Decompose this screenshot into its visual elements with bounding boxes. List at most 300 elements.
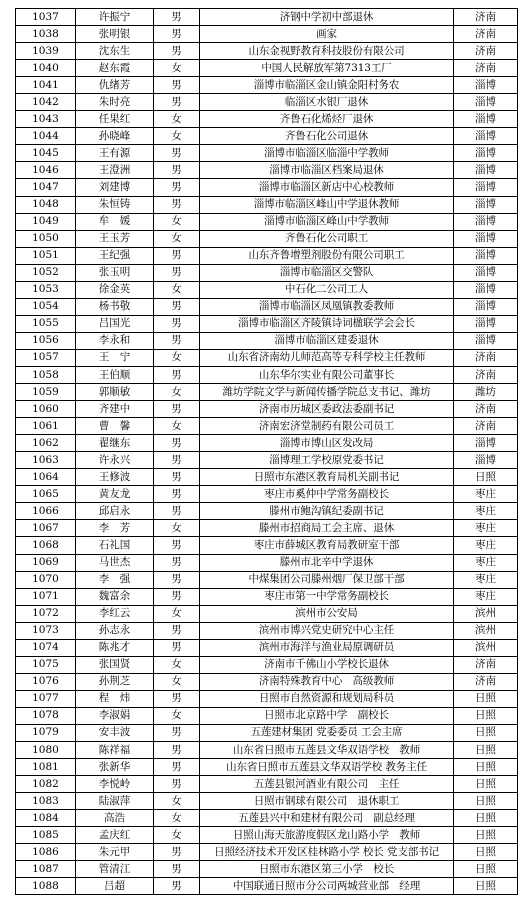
table-row <box>16 469 518 486</box>
cell-sex: 女 <box>154 827 200 844</box>
cell-id: 1064 <box>16 469 76 486</box>
cell-sex: 男 <box>154 724 200 741</box>
table-row <box>16 503 518 520</box>
table-row <box>16 94 518 111</box>
cell-id: 1075 <box>16 656 76 673</box>
cell-org: 淄博市临淄区凤凰镇教委教师 <box>200 298 454 315</box>
cell-name: 仇绪芳 <box>76 77 154 94</box>
cell-id: 1088 <box>16 878 76 895</box>
cell-id: 1041 <box>16 77 76 94</box>
table-row <box>16 776 518 793</box>
cell-city: 淄博 <box>454 179 518 196</box>
table-row <box>16 486 518 503</box>
cell-org: 淄博市临淄区交警队 <box>200 264 454 281</box>
cell-org: 淄博市临淄区档案局退休 <box>200 162 454 179</box>
cell-city: 日照 <box>454 759 518 776</box>
cell-id: 1044 <box>16 128 76 145</box>
table-row <box>16 810 518 827</box>
cell-org: 日照经济技术开发区桂林路小学 校长 党支部书记 <box>200 844 454 861</box>
cell-id: 1069 <box>16 554 76 571</box>
cell-name: 王纪强 <box>76 247 154 264</box>
cell-sex: 女 <box>154 349 200 366</box>
cell-id: 1043 <box>16 111 76 128</box>
cell-name: 翟继东 <box>76 435 154 452</box>
cell-name: 李悦岭 <box>76 776 154 793</box>
cell-name: 高浩 <box>76 810 154 827</box>
cell-name: 魏富余 <box>76 588 154 605</box>
table-row <box>16 690 518 707</box>
cell-sex: 男 <box>154 759 200 776</box>
cell-sex: 女 <box>154 707 200 724</box>
cell-sex: 男 <box>154 690 200 707</box>
cell-sex: 男 <box>154 452 200 469</box>
cell-org: 枣庄市奚仲中学常务副校长 <box>200 486 454 503</box>
cell-id: 1065 <box>16 486 76 503</box>
table-row <box>16 26 518 43</box>
cell-org: 中石化二公司工人 <box>200 281 454 298</box>
cell-name: 吕国光 <box>76 315 154 332</box>
cell-sex: 男 <box>154 776 200 793</box>
cell-sex: 女 <box>154 60 200 77</box>
cell-org: 滨州市公安局 <box>200 605 454 622</box>
cell-id: 1068 <box>16 537 76 554</box>
cell-id: 1053 <box>16 281 76 298</box>
cell-sex: 女 <box>154 520 200 537</box>
cell-sex: 男 <box>154 844 200 861</box>
cell-city: 日照 <box>454 469 518 486</box>
table-row <box>16 418 518 435</box>
cell-name: 孙志永 <box>76 622 154 639</box>
cell-city: 日照 <box>454 878 518 895</box>
cell-city: 淄博 <box>454 196 518 213</box>
cell-sex: 男 <box>154 639 200 656</box>
table-row <box>16 554 518 571</box>
table-row <box>16 759 518 776</box>
cell-name: 孙晓峰 <box>76 128 154 145</box>
cell-name: 张玉明 <box>76 264 154 281</box>
cell-city: 滨州 <box>454 622 518 639</box>
cell-id: 1042 <box>16 94 76 111</box>
cell-org: 滨州市海洋与渔业局原调研员 <box>200 639 454 656</box>
cell-id: 1066 <box>16 503 76 520</box>
table-row <box>16 742 518 759</box>
cell-name: 赵东霞 <box>76 60 154 77</box>
cell-name: 孟庆红 <box>76 827 154 844</box>
cell-city: 淄博 <box>454 452 518 469</box>
cell-city: 滨州 <box>454 639 518 656</box>
cell-id: 1059 <box>16 384 76 401</box>
cell-org: 潍坊学院文学与新闻传播学院总支书记、潍坊 <box>200 384 454 401</box>
cell-org: 淄博市临淄区建委退休 <box>200 332 454 349</box>
table-row <box>16 537 518 554</box>
cell-sex: 男 <box>154 554 200 571</box>
cell-city: 日照 <box>454 827 518 844</box>
cell-name: 朱恒铸 <box>76 196 154 213</box>
cell-org: 淄博市临淄区峰山中学教师 <box>200 213 454 230</box>
cell-org: 滕州市北辛中学退休 <box>200 554 454 571</box>
cell-org: 中国联通日照市分公司两城营业部 经理 <box>200 878 454 895</box>
table-row <box>16 520 518 537</box>
table-row <box>16 349 518 366</box>
cell-city: 淄博 <box>454 162 518 179</box>
cell-name: 陈祥福 <box>76 742 154 759</box>
cell-org: 日照山海天旅游度假区龙山路小学 教师 <box>200 827 454 844</box>
cell-id: 1074 <box>16 639 76 656</box>
cell-sex: 男 <box>154 43 200 60</box>
cell-org: 山东金视野教育科技股份有限公司 <box>200 43 454 60</box>
cell-city: 淄博 <box>454 264 518 281</box>
cell-city: 淄博 <box>454 111 518 128</box>
cell-id: 1076 <box>16 673 76 690</box>
cell-name: 李 强 <box>76 571 154 588</box>
cell-name: 王玉芳 <box>76 230 154 247</box>
cell-id: 1086 <box>16 844 76 861</box>
cell-org: 中煤集团公司滕州烟厂保卫部干部 <box>200 571 454 588</box>
cell-name: 朱时亮 <box>76 94 154 111</box>
cell-sex: 男 <box>154 332 200 349</box>
cell-name: 朱元甲 <box>76 844 154 861</box>
cell-name: 张新华 <box>76 759 154 776</box>
cell-name: 陆淑萍 <box>76 793 154 810</box>
cell-name: 齐建中 <box>76 401 154 418</box>
cell-city: 济南 <box>454 418 518 435</box>
cell-org: 山东省日照市五莲县文华双语学校 教务主任 <box>200 759 454 776</box>
table-row <box>16 196 518 213</box>
cell-name: 王伯顺 <box>76 366 154 383</box>
cell-city: 济南 <box>454 366 518 383</box>
cell-id: 1081 <box>16 759 76 776</box>
cell-city: 枣庄 <box>454 571 518 588</box>
cell-sex: 女 <box>154 793 200 810</box>
table-row <box>16 264 518 281</box>
cell-org: 山东齐鲁增塑剂股份有限公司职工 <box>200 247 454 264</box>
cell-org: 五莲建材集团 党委委员 工会主席 <box>200 724 454 741</box>
cell-city: 淄博 <box>454 281 518 298</box>
cell-city: 日照 <box>454 707 518 724</box>
table-row <box>16 401 518 418</box>
cell-city: 日照 <box>454 776 518 793</box>
table-row <box>16 673 518 690</box>
table-row <box>16 827 518 844</box>
cell-name: 张明银 <box>76 26 154 43</box>
cell-name: 李 芳 <box>76 520 154 537</box>
cell-city: 滨州 <box>454 605 518 622</box>
cell-city: 济南 <box>454 43 518 60</box>
cell-org: 枣庄市第一中学常务副校长 <box>200 588 454 605</box>
cell-city: 济南 <box>454 9 518 26</box>
table-row <box>16 724 518 741</box>
cell-org: 临淄区水银厂退休 <box>200 94 454 111</box>
cell-id: 1055 <box>16 315 76 332</box>
cell-org: 日照市钢球有限公司 退休职工 <box>200 793 454 810</box>
cell-name: 许振宁 <box>76 9 154 26</box>
cell-id: 1071 <box>16 588 76 605</box>
cell-sex: 女 <box>154 656 200 673</box>
cell-id: 1056 <box>16 332 76 349</box>
cell-name: 任果红 <box>76 111 154 128</box>
table-row <box>16 384 518 401</box>
cell-name: 刘建博 <box>76 179 154 196</box>
cell-sex: 男 <box>154 401 200 418</box>
cell-id: 1037 <box>16 9 76 26</box>
cell-org: 滕州市招商局工会主席、退休 <box>200 520 454 537</box>
table-row <box>16 878 518 895</box>
table-row <box>16 844 518 861</box>
cell-id: 1046 <box>16 162 76 179</box>
table-row <box>16 605 518 622</box>
cell-city: 济南 <box>454 349 518 366</box>
table-row <box>16 639 518 656</box>
cell-sex: 女 <box>154 384 200 401</box>
table-row <box>16 145 518 162</box>
table-row <box>16 452 518 469</box>
cell-org: 济南市千佛山小学校长退休 <box>200 656 454 673</box>
cell-city: 济南 <box>454 60 518 77</box>
cell-city: 枣庄 <box>454 503 518 520</box>
cell-sex: 男 <box>154 486 200 503</box>
cell-name: 徐金英 <box>76 281 154 298</box>
table-row <box>16 435 518 452</box>
cell-sex: 男 <box>154 537 200 554</box>
cell-sex: 女 <box>154 673 200 690</box>
table-row <box>16 588 518 605</box>
cell-city: 淄博 <box>454 298 518 315</box>
cell-sex: 男 <box>154 77 200 94</box>
cell-sex: 男 <box>154 315 200 332</box>
cell-id: 1038 <box>16 26 76 43</box>
cell-city: 淄博 <box>454 213 518 230</box>
cell-sex: 男 <box>154 503 200 520</box>
cell-org: 淄博市临淄区峰山中学退休教师 <box>200 196 454 213</box>
table-row <box>16 60 518 77</box>
cell-id: 1082 <box>16 776 76 793</box>
cell-id: 1084 <box>16 810 76 827</box>
cell-sex: 男 <box>154 861 200 878</box>
cell-name: 李永和 <box>76 332 154 349</box>
cell-id: 1057 <box>16 349 76 366</box>
cell-org: 淄博市临淄区齐陵镇诗词楹联学会会长 <box>200 315 454 332</box>
cell-org: 山东省济南幼儿师范高等专科学校主任教师 <box>200 349 454 366</box>
table-row <box>16 77 518 94</box>
cell-name: 吕超 <box>76 878 154 895</box>
table-row <box>16 622 518 639</box>
cell-org: 日照市自然资源和规划局科员 <box>200 690 454 707</box>
table-row <box>16 656 518 673</box>
cell-id: 1062 <box>16 435 76 452</box>
cell-org: 济南市历城区委政法委副书记 <box>200 401 454 418</box>
cell-org: 滕州市鲍沟镇纪委副书记 <box>200 503 454 520</box>
cell-id: 1079 <box>16 724 76 741</box>
cell-sex: 男 <box>154 9 200 26</box>
cell-sex: 女 <box>154 111 200 128</box>
cell-id: 1085 <box>16 827 76 844</box>
table-row <box>16 179 518 196</box>
cell-name: 安丰波 <box>76 724 154 741</box>
cell-sex: 男 <box>154 179 200 196</box>
cell-org: 济钢中学初中部退休 <box>200 9 454 26</box>
cell-sex: 男 <box>154 247 200 264</box>
cell-city: 济南 <box>454 26 518 43</box>
cell-org: 滨州市博兴党史研究中心主任 <box>200 622 454 639</box>
cell-name: 郭顺敏 <box>76 384 154 401</box>
cell-name: 牟 媛 <box>76 213 154 230</box>
cell-name: 王修波 <box>76 469 154 486</box>
cell-org: 齐鲁石化公司职工 <box>200 230 454 247</box>
cell-org: 山东华尔实业有限公司董事长 <box>200 366 454 383</box>
cell-id: 1051 <box>16 247 76 264</box>
cell-city: 淄博 <box>454 435 518 452</box>
cell-name: 邱启永 <box>76 503 154 520</box>
table-row <box>16 9 518 26</box>
cell-id: 1061 <box>16 418 76 435</box>
cell-name: 曹 馨 <box>76 418 154 435</box>
cell-org: 日照市东港区第三小学 校长 <box>200 861 454 878</box>
cell-id: 1049 <box>16 213 76 230</box>
cell-id: 1039 <box>16 43 76 60</box>
cell-org: 中国人民解放军第7313工厂 <box>200 60 454 77</box>
cell-name: 张国贤 <box>76 656 154 673</box>
cell-id: 1072 <box>16 605 76 622</box>
cell-id: 1080 <box>16 742 76 759</box>
cell-sex: 女 <box>154 128 200 145</box>
cell-org: 淄博市临淄区新店中心校教师 <box>200 179 454 196</box>
cell-city: 淄博 <box>454 315 518 332</box>
cell-id: 1050 <box>16 230 76 247</box>
table-row <box>16 315 518 332</box>
cell-org: 淄博市临淄区金山镇金阳村务农 <box>200 77 454 94</box>
cell-org: 枣庄市薛城区教育局教研室干部 <box>200 537 454 554</box>
table-row <box>16 571 518 588</box>
table-row <box>16 707 518 724</box>
cell-sex: 男 <box>154 26 200 43</box>
table-row <box>16 162 518 179</box>
cell-city: 日照 <box>454 690 518 707</box>
table-row <box>16 213 518 230</box>
cell-city: 枣庄 <box>454 520 518 537</box>
cell-name: 石礼国 <box>76 537 154 554</box>
cell-org: 齐鲁石化公司退休 <box>200 128 454 145</box>
cell-sex: 男 <box>154 162 200 179</box>
cell-city: 日照 <box>454 724 518 741</box>
cell-sex: 男 <box>154 622 200 639</box>
cell-id: 1047 <box>16 179 76 196</box>
cell-sex: 男 <box>154 571 200 588</box>
cell-city: 枣庄 <box>454 537 518 554</box>
cell-id: 1040 <box>16 60 76 77</box>
cell-sex: 男 <box>154 94 200 111</box>
cell-id: 1067 <box>16 520 76 537</box>
cell-name: 沈东生 <box>76 43 154 60</box>
table-row <box>16 230 518 247</box>
table-row <box>16 332 518 349</box>
cell-id: 1073 <box>16 622 76 639</box>
cell-sex: 女 <box>154 281 200 298</box>
cell-id: 1087 <box>16 861 76 878</box>
roster-rows <box>16 9 518 895</box>
table-row <box>16 111 518 128</box>
cell-city: 枣庄 <box>454 554 518 571</box>
cell-id: 1045 <box>16 145 76 162</box>
roster-sheet <box>15 8 517 895</box>
cell-sex: 女 <box>154 605 200 622</box>
cell-id: 1052 <box>16 264 76 281</box>
cell-city: 日照 <box>454 810 518 827</box>
cell-org: 淄博市博山区发改局 <box>200 435 454 452</box>
cell-sex: 男 <box>154 264 200 281</box>
cell-sex: 男 <box>154 469 200 486</box>
cell-city: 日照 <box>454 861 518 878</box>
cell-city: 淄博 <box>454 247 518 264</box>
cell-name: 王 宁 <box>76 349 154 366</box>
cell-org: 画家 <box>200 26 454 43</box>
cell-sex: 男 <box>154 742 200 759</box>
table-row <box>16 281 518 298</box>
cell-org: 淄博理工学校原党委书记 <box>200 452 454 469</box>
cell-sex: 女 <box>154 810 200 827</box>
cell-city: 枣庄 <box>454 588 518 605</box>
cell-city: 济南 <box>454 656 518 673</box>
table-row <box>16 298 518 315</box>
cell-name: 程 炜 <box>76 690 154 707</box>
cell-name: 马世杰 <box>76 554 154 571</box>
table-row <box>16 43 518 60</box>
table-row <box>16 793 518 810</box>
table-row <box>16 128 518 145</box>
cell-city: 淄博 <box>454 145 518 162</box>
roster-table <box>15 8 518 895</box>
cell-org: 齐鲁石化烯烃厂退休 <box>200 111 454 128</box>
cell-org: 济南特殊教育中心 高级教师 <box>200 673 454 690</box>
cell-org: 日照市东港区教育局机关副书记 <box>200 469 454 486</box>
cell-org: 日照市北京路中学 副校长 <box>200 707 454 724</box>
cell-name: 孙荆芝 <box>76 673 154 690</box>
table-row <box>16 247 518 264</box>
cell-name: 许永兴 <box>76 452 154 469</box>
cell-sex: 男 <box>154 145 200 162</box>
cell-org: 济南宏济堂制药有限公司员工 <box>200 418 454 435</box>
cell-sex: 男 <box>154 196 200 213</box>
cell-id: 1083 <box>16 793 76 810</box>
cell-id: 1060 <box>16 401 76 418</box>
cell-org: 五莲县兴中和建材有限公司 副总经理 <box>200 810 454 827</box>
cell-org: 五莲县银河酒业有限公司 主任 <box>200 776 454 793</box>
cell-org: 淄博市临淄区临淄中学教师 <box>200 145 454 162</box>
cell-name: 李淑娟 <box>76 707 154 724</box>
cell-sex: 男 <box>154 878 200 895</box>
cell-city: 淄博 <box>454 332 518 349</box>
cell-city: 日照 <box>454 742 518 759</box>
cell-name: 王有源 <box>76 145 154 162</box>
cell-id: 1070 <box>16 571 76 588</box>
cell-city: 日照 <box>454 844 518 861</box>
cell-city: 淄博 <box>454 128 518 145</box>
cell-id: 1077 <box>16 690 76 707</box>
cell-sex: 男 <box>154 366 200 383</box>
cell-id: 1054 <box>16 298 76 315</box>
cell-sex: 男 <box>154 298 200 315</box>
cell-city: 淄博 <box>454 77 518 94</box>
cell-city: 淄博 <box>454 94 518 111</box>
cell-sex: 女 <box>154 213 200 230</box>
cell-name: 黄友龙 <box>76 486 154 503</box>
cell-sex: 男 <box>154 588 200 605</box>
table-row <box>16 366 518 383</box>
cell-id: 1078 <box>16 707 76 724</box>
cell-name: 李红云 <box>76 605 154 622</box>
cell-city: 济南 <box>454 401 518 418</box>
cell-id: 1048 <box>16 196 76 213</box>
cell-city: 济南 <box>454 673 518 690</box>
